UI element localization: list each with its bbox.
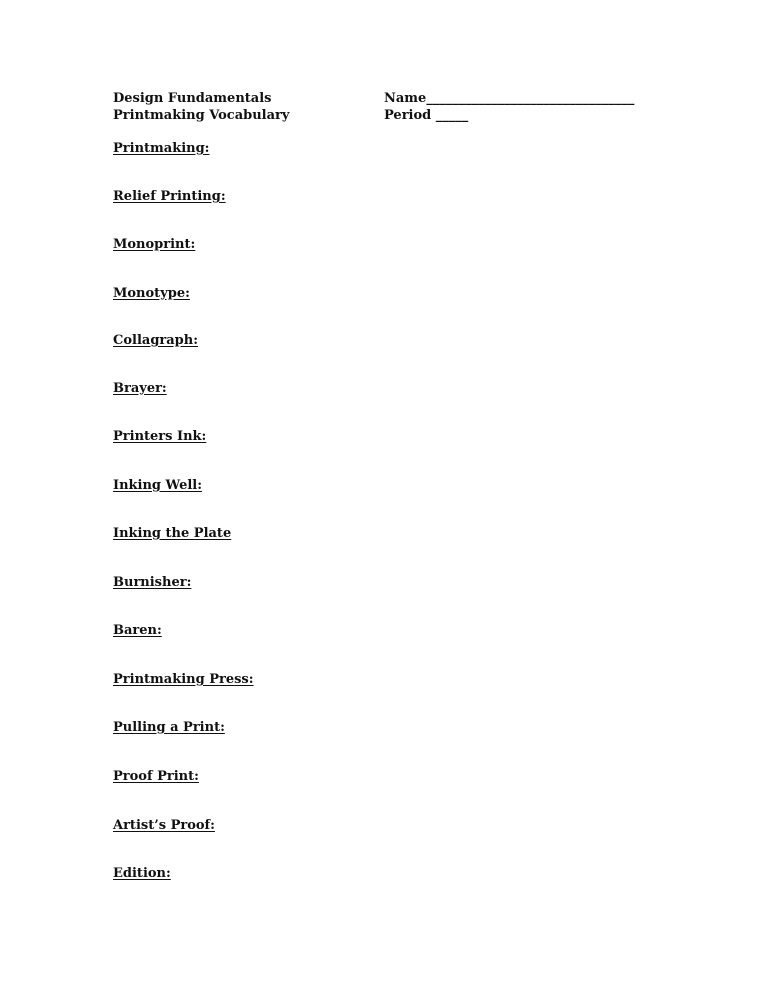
term-inking-well: Inking Well: bbox=[113, 478, 203, 493]
term-printmaking: Printmaking: bbox=[113, 141, 210, 156]
term-monoprint: Monoprint: bbox=[113, 237, 196, 252]
header-row-1 bbox=[113, 90, 673, 107]
term-baren: Baren: bbox=[113, 623, 162, 638]
term-edition: Edition: bbox=[113, 866, 171, 881]
term-proof-print: Proof Print: bbox=[113, 769, 199, 784]
period-field: Period _____ bbox=[384, 108, 469, 123]
worksheet-header bbox=[113, 90, 673, 124]
term-artists-proof: Artist’s Proof: bbox=[113, 818, 215, 833]
term-printmaking-press: Printmaking Press: bbox=[113, 672, 254, 687]
term-monotype: Monotype: bbox=[113, 286, 190, 301]
term-relief-printing: Relief Printing: bbox=[113, 189, 226, 204]
term-printers-ink: Printers Ink: bbox=[113, 429, 207, 444]
term-brayer: Brayer: bbox=[113, 381, 167, 396]
term-inking-the-plate: Inking the Plate bbox=[113, 526, 232, 541]
course-title: Design Fundamentals bbox=[113, 91, 272, 106]
worksheet-subtitle: Printmaking Vocabulary bbox=[113, 108, 290, 123]
term-collagraph: Collagraph: bbox=[113, 333, 199, 348]
term-pulling-a-print: Pulling a Print: bbox=[113, 720, 225, 735]
term-burnisher: Burnisher: bbox=[113, 575, 192, 590]
header-row-2 bbox=[113, 107, 673, 124]
name-field: Name________________________________ bbox=[384, 91, 635, 106]
